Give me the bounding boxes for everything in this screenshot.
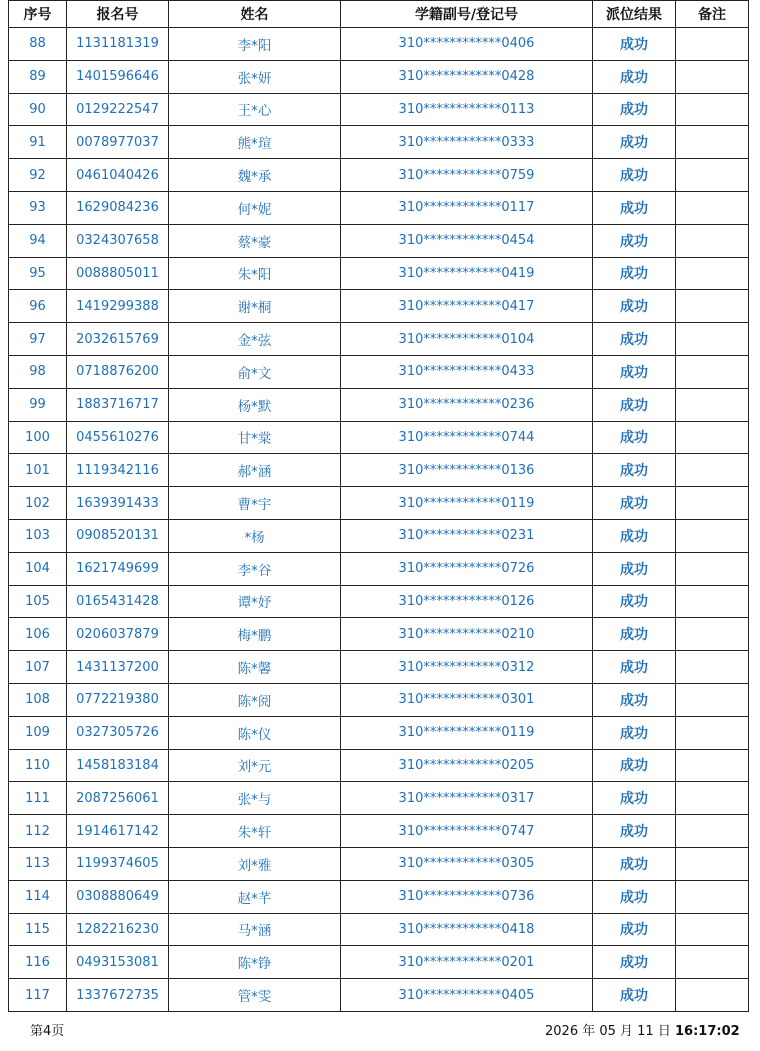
cell-remark (676, 880, 749, 913)
cell-student-id: 310************0747 (341, 815, 593, 848)
cell-student-id: 310************0126 (341, 585, 593, 618)
cell-result: 成功 (593, 946, 676, 979)
cell-name: 朱*阳 (169, 257, 341, 290)
cell-remark (676, 716, 749, 749)
cell-name: 朱*轩 (169, 815, 341, 848)
cell-remark (676, 159, 749, 192)
table-row (9, 815, 749, 848)
cell-seq: 109 (9, 716, 67, 749)
cell-registration-no: 0308880649 (67, 880, 169, 913)
cell-name: 张*与 (169, 782, 341, 815)
cell-name: 梅*鹏 (169, 618, 341, 651)
page-number: 第4页 (30, 1024, 65, 1039)
cell-registration-no: 0327305726 (67, 716, 169, 749)
cell-result: 成功 (593, 979, 676, 1012)
cell-name: 马*涵 (169, 913, 341, 946)
table-row (9, 28, 749, 61)
cell-seq: 117 (9, 979, 67, 1012)
cell-seq: 90 (9, 93, 67, 126)
cell-seq: 103 (9, 519, 67, 552)
cell-name: 管*雯 (169, 979, 341, 1012)
table-row (9, 946, 749, 979)
table-row (9, 355, 749, 388)
cell-seq: 98 (9, 355, 67, 388)
cell-seq: 106 (9, 618, 67, 651)
cell-registration-no: 0165431428 (67, 585, 169, 618)
table-row (9, 323, 749, 356)
cell-result: 成功 (593, 585, 676, 618)
cell-remark (676, 749, 749, 782)
cell-registration-no: 0129222547 (67, 93, 169, 126)
table-row (9, 618, 749, 651)
cell-result: 成功 (593, 257, 676, 290)
table-row (9, 683, 749, 716)
cell-name: 曹*宇 (169, 487, 341, 520)
cell-registration-no: 1431137200 (67, 651, 169, 684)
cell-registration-no: 1199374605 (67, 847, 169, 880)
cell-result: 成功 (593, 716, 676, 749)
cell-result: 成功 (593, 651, 676, 684)
cell-seq: 113 (9, 847, 67, 880)
cell-name: 赵*芊 (169, 880, 341, 913)
cell-seq: 102 (9, 487, 67, 520)
cell-remark (676, 126, 749, 159)
cell-remark (676, 323, 749, 356)
cell-remark (676, 519, 749, 552)
cell-student-id: 310************0405 (341, 979, 593, 1012)
cell-remark (676, 224, 749, 257)
cell-name: 何*妮 (169, 191, 341, 224)
table-row (9, 519, 749, 552)
cell-name: 陈*阅 (169, 683, 341, 716)
cell-remark (676, 28, 749, 61)
cell-seq: 111 (9, 782, 67, 815)
table-row (9, 126, 749, 159)
cell-student-id: 310************0736 (341, 880, 593, 913)
cell-name: 熊*瑄 (169, 126, 341, 159)
table-row (9, 93, 749, 126)
cell-registration-no: 0772219380 (67, 683, 169, 716)
cell-student-id: 310************0231 (341, 519, 593, 552)
cell-student-id: 310************0236 (341, 388, 593, 421)
cell-registration-no: 0461040426 (67, 159, 169, 192)
cell-remark (676, 454, 749, 487)
cell-student-id: 310************0117 (341, 191, 593, 224)
cell-seq: 112 (9, 815, 67, 848)
cell-name: 郝*涵 (169, 454, 341, 487)
cell-student-id: 310************0433 (341, 355, 593, 388)
table-row (9, 749, 749, 782)
cell-name: 甘*棠 (169, 421, 341, 454)
cell-registration-no: 2087256061 (67, 782, 169, 815)
cell-remark (676, 257, 749, 290)
cell-remark (676, 847, 749, 880)
cell-seq: 94 (9, 224, 67, 257)
table-row (9, 224, 749, 257)
cell-result: 成功 (593, 487, 676, 520)
cell-remark (676, 651, 749, 684)
table-row (9, 454, 749, 487)
cell-name: 魏*承 (169, 159, 341, 192)
cell-result: 成功 (593, 913, 676, 946)
cell-registration-no: 1401596646 (67, 60, 169, 93)
table-row (9, 421, 749, 454)
cell-seq: 89 (9, 60, 67, 93)
cell-registration-no: 0206037879 (67, 618, 169, 651)
cell-name: 李*阳 (169, 28, 341, 61)
cell-registration-no: 1337672735 (67, 979, 169, 1012)
cell-name: 陈*仪 (169, 716, 341, 749)
cell-seq: 104 (9, 552, 67, 585)
cell-student-id: 310************0119 (341, 716, 593, 749)
cell-registration-no: 1629084236 (67, 191, 169, 224)
cell-result: 成功 (593, 290, 676, 323)
cell-registration-no: 0324307658 (67, 224, 169, 257)
cell-student-id: 310************0454 (341, 224, 593, 257)
cell-name: *杨 (169, 519, 341, 552)
cell-student-id: 310************0301 (341, 683, 593, 716)
cell-result: 成功 (593, 683, 676, 716)
lottery-results-table (8, 0, 749, 1012)
cell-student-id: 310************0305 (341, 847, 593, 880)
cell-name: 俞*文 (169, 355, 341, 388)
cell-remark (676, 60, 749, 93)
cell-result: 成功 (593, 454, 676, 487)
cell-seq: 93 (9, 191, 67, 224)
cell-result: 成功 (593, 388, 676, 421)
cell-registration-no: 1131181319 (67, 28, 169, 61)
cell-result: 成功 (593, 749, 676, 782)
cell-remark (676, 782, 749, 815)
cell-name: 杨*默 (169, 388, 341, 421)
cell-remark (676, 421, 749, 454)
cell-registration-no: 0078977037 (67, 126, 169, 159)
cell-name: 谢*桐 (169, 290, 341, 323)
cell-seq: 108 (9, 683, 67, 716)
cell-seq: 96 (9, 290, 67, 323)
table-row (9, 60, 749, 93)
cell-name: 李*谷 (169, 552, 341, 585)
table-row (9, 847, 749, 880)
cell-remark (676, 552, 749, 585)
cell-result: 成功 (593, 847, 676, 880)
cell-result: 成功 (593, 159, 676, 192)
table-row (9, 913, 749, 946)
cell-remark (676, 946, 749, 979)
cell-result: 成功 (593, 552, 676, 585)
cell-student-id: 310************0759 (341, 159, 593, 192)
cell-student-id: 310************0119 (341, 487, 593, 520)
cell-result: 成功 (593, 323, 676, 356)
cell-seq: 110 (9, 749, 67, 782)
table-row (9, 257, 749, 290)
header-result: 派位结果 (593, 1, 676, 28)
table-row (9, 979, 749, 1012)
cell-result: 成功 (593, 126, 676, 159)
table-row (9, 716, 749, 749)
cell-seq: 116 (9, 946, 67, 979)
cell-remark (676, 585, 749, 618)
cell-registration-no: 1458183184 (67, 749, 169, 782)
table-row (9, 290, 749, 323)
table-row (9, 487, 749, 520)
cell-student-id: 310************0113 (341, 93, 593, 126)
cell-seq: 107 (9, 651, 67, 684)
cell-student-id: 310************0104 (341, 323, 593, 356)
cell-result: 成功 (593, 618, 676, 651)
cell-name: 陈*铮 (169, 946, 341, 979)
cell-seq: 88 (9, 28, 67, 61)
cell-name: 王*心 (169, 93, 341, 126)
cell-registration-no: 0718876200 (67, 355, 169, 388)
cell-seq: 100 (9, 421, 67, 454)
cell-registration-no: 0455610276 (67, 421, 169, 454)
cell-remark (676, 979, 749, 1012)
cell-result: 成功 (593, 815, 676, 848)
cell-result: 成功 (593, 880, 676, 913)
cell-student-id: 310************0312 (341, 651, 593, 684)
cell-remark (676, 191, 749, 224)
cell-student-id: 310************0417 (341, 290, 593, 323)
cell-registration-no: 1119342116 (67, 454, 169, 487)
cell-student-id: 310************0726 (341, 552, 593, 585)
cell-result: 成功 (593, 93, 676, 126)
cell-name: 陈*馨 (169, 651, 341, 684)
cell-registration-no: 1419299388 (67, 290, 169, 323)
header-remark: 备注 (676, 1, 749, 28)
table-row (9, 191, 749, 224)
header-seq: 序号 (9, 1, 67, 28)
cell-result: 成功 (593, 28, 676, 61)
cell-seq: 95 (9, 257, 67, 290)
cell-remark (676, 487, 749, 520)
table-row (9, 388, 749, 421)
cell-student-id: 310************0744 (341, 421, 593, 454)
page-footer (0, 1010, 760, 1051)
table-row (9, 159, 749, 192)
cell-student-id: 310************0201 (341, 946, 593, 979)
cell-result: 成功 (593, 782, 676, 815)
cell-remark (676, 355, 749, 388)
cell-result: 成功 (593, 355, 676, 388)
cell-student-id: 310************0210 (341, 618, 593, 651)
cell-seq: 115 (9, 913, 67, 946)
cell-result: 成功 (593, 421, 676, 454)
cell-name: 谭*妤 (169, 585, 341, 618)
cell-remark (676, 683, 749, 716)
cell-registration-no: 1883716717 (67, 388, 169, 421)
cell-remark (676, 913, 749, 946)
cell-name: 张*妍 (169, 60, 341, 93)
cell-seq: 114 (9, 880, 67, 913)
cell-student-id: 310************0419 (341, 257, 593, 290)
cell-name: 刘*元 (169, 749, 341, 782)
cell-student-id: 310************0406 (341, 28, 593, 61)
cell-remark (676, 93, 749, 126)
cell-student-id: 310************0205 (341, 749, 593, 782)
results-sheet (8, 0, 748, 1012)
print-timestamp (545, 1020, 740, 1039)
cell-seq: 91 (9, 126, 67, 159)
cell-student-id: 310************0317 (341, 782, 593, 815)
cell-registration-no: 1914617142 (67, 815, 169, 848)
cell-remark (676, 815, 749, 848)
cell-seq: 101 (9, 454, 67, 487)
cell-registration-no: 1621749699 (67, 552, 169, 585)
cell-student-id: 310************0136 (341, 454, 593, 487)
cell-registration-no: 1282216230 (67, 913, 169, 946)
cell-remark (676, 290, 749, 323)
cell-student-id: 310************0428 (341, 60, 593, 93)
print-date: 2026 年 05 月 11 日 (545, 1024, 671, 1039)
cell-seq: 105 (9, 585, 67, 618)
header-name: 姓名 (169, 1, 341, 28)
cell-remark (676, 618, 749, 651)
cell-result: 成功 (593, 191, 676, 224)
table-row (9, 585, 749, 618)
cell-result: 成功 (593, 224, 676, 257)
cell-result: 成功 (593, 519, 676, 552)
header-student-id: 学籍副号/登记号 (341, 1, 593, 28)
table-row (9, 552, 749, 585)
table-header-row (9, 1, 749, 28)
cell-registration-no: 0908520131 (67, 519, 169, 552)
cell-student-id: 310************0333 (341, 126, 593, 159)
table-body (9, 28, 749, 1012)
cell-registration-no: 0493153081 (67, 946, 169, 979)
table-row (9, 782, 749, 815)
cell-seq: 97 (9, 323, 67, 356)
cell-registration-no: 2032615769 (67, 323, 169, 356)
print-time: 16:17:02 (674, 1024, 740, 1039)
cell-seq: 92 (9, 159, 67, 192)
cell-student-id: 310************0418 (341, 913, 593, 946)
cell-seq: 99 (9, 388, 67, 421)
cell-remark (676, 388, 749, 421)
table-row (9, 880, 749, 913)
cell-result: 成功 (593, 60, 676, 93)
cell-registration-no: 0088805011 (67, 257, 169, 290)
cell-name: 刘*雅 (169, 847, 341, 880)
cell-name: 金*弦 (169, 323, 341, 356)
table-row (9, 651, 749, 684)
header-registration-no: 报名号 (67, 1, 169, 28)
cell-name: 蔡*豪 (169, 224, 341, 257)
cell-registration-no: 1639391433 (67, 487, 169, 520)
